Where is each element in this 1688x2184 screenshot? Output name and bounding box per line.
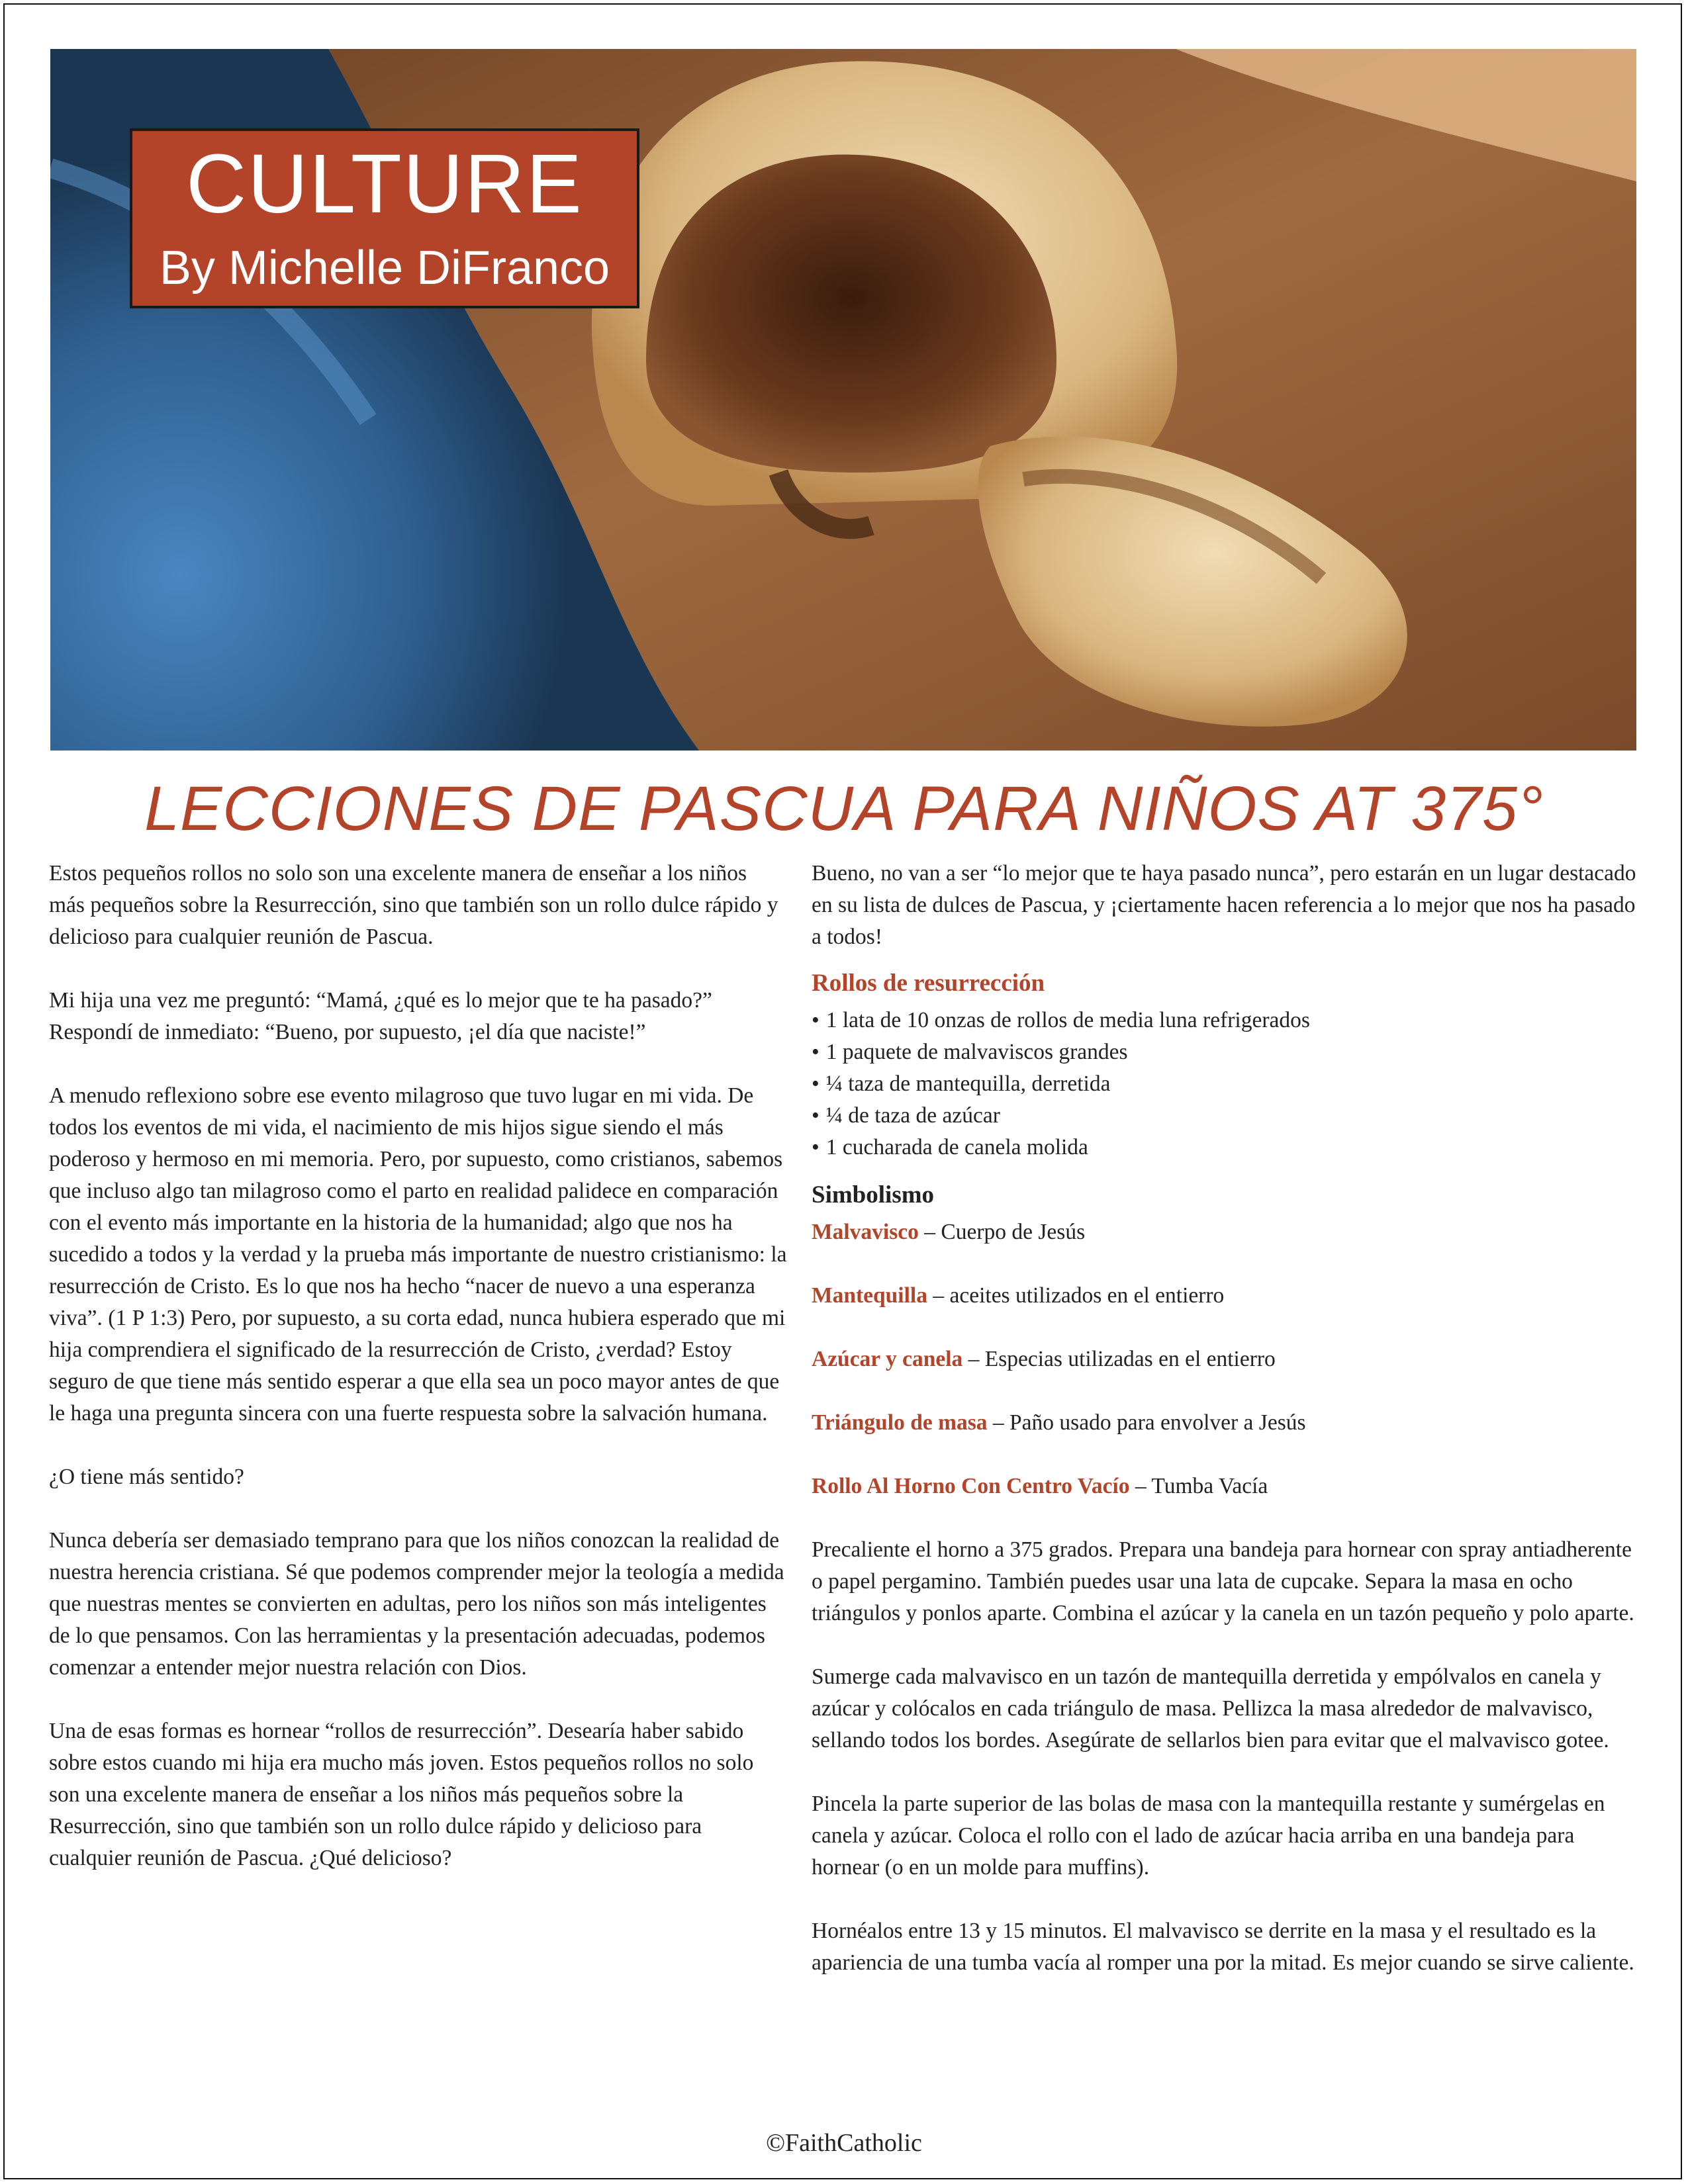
- symbolism-title: Simbolismo: [812, 1181, 935, 1208]
- symbolism-term: Mantequilla: [812, 1283, 927, 1308]
- paragraph: Mi hija una vez me preguntó: “Mamá, ¿qué es lo mejor que te ha pasado?” Respondí de inmediato: “Bueno, por supuesto, ¡el día que naciste!”: [49, 988, 712, 1044]
- symbolism-term: Azúcar y canela: [812, 1347, 963, 1371]
- ingredient-item: • ¼ de taza de azúcar: [812, 1100, 1639, 1132]
- instruction-paragraph: Precaliente el horno a 375 grados. Prepara una bandeja para hornear con spray antiadherente o papel pergamino. También puedes usar una lata de cupcake. Separa la masa en ocho triángulos y ponlos aparte. Combina el azúcar y la canela en un tazón pequeño y polo aparte.: [812, 1537, 1634, 1625]
- hero-photo: [50, 49, 1636, 751]
- instruction-paragraph: Hornéalos entre 13 y 15 minutos. El malvavisco se derrite en la masa y el resultado es la apariencia de una tumba vacía al romper una por la mitad. Es mejor cuando se sirve caliente.: [812, 1919, 1634, 1975]
- section-badge: [130, 128, 639, 308]
- ingredient-item: • 1 paquete de malvaviscos grandes: [812, 1036, 1639, 1068]
- ingredients-list: [812, 1005, 1639, 1163]
- symbolism-meaning: – Especias utilizadas en el entierro: [962, 1347, 1276, 1371]
- paragraph: Estos pequeños rollos no solo son una excelente manera de enseñar a los niños más pequeños sobre la Resurrección, sino que también son un rollo dulce rápido y delicioso para cualquier reunión de Pascua.: [49, 861, 778, 949]
- ingredient-item: • 1 lata de 10 onzas de rollos de media luna refrigerados: [812, 1005, 1639, 1036]
- symbolism-meaning: – Tumba Vacía: [1129, 1474, 1268, 1498]
- symbolism-term: Rollo Al Horno Con Centro Vacío: [812, 1474, 1130, 1498]
- symbolism-item: [812, 1407, 1639, 1439]
- ingredient-item: • 1 cucharada de canela molida: [812, 1132, 1639, 1163]
- paragraph: A menudo reflexiono sobre ese evento milagroso que tuvo lugar en mi vida. De todos los eventos de mi vida, el nacimiento de mis hijos sigue siendo el más poderoso y hermoso en mi memoria. Pero, por supuesto, como cristianos, sabemos que incluso algo tan milagroso como el parto en realidad palidece en comparación con el evento más importante en la historia de la humanidad; algo que nos ha sucedido a todos y la verdad y la prueba más importante de nuestro cristianismo: la resurrección de Cristo. Es lo que nos ha hecho “nacer de nuevo a una esperanza viva”. (1 P 1:3) Pero, por supuesto, a su corta edad, nunca hubiera esperado que mi hija comprendiera el significado de la resurrección de Cristo, ¿verdad? Estoy seguro de que tiene más sentido esperar a que ella sea un poco mayor antes de que le haga una pregunta sincera con una fuerte respuesta sobre la salvación humana.: [49, 1083, 787, 1426]
- paragraph: Nunca debería ser demasiado temprano para que los niños conozcan la realidad de nuestra herencia cristiana. Sé que podemos comprender mejor la teología a medida que nuestras mentes se convierten en adultas, pero los niños son más inteligentes de lo que pensamos. Con las herramientas y la presentación adecuadas, podemos comenzar a entender mejor nuestra relación con Dios.: [49, 1528, 784, 1680]
- left-column: [49, 858, 787, 1906]
- symbolism-meaning: – Paño usado para envolver a Jesús: [987, 1410, 1306, 1435]
- recipe-title: Rollos de resurrección: [812, 970, 1045, 997]
- symbolism-meaning: – aceites utilizados en el entierro: [927, 1283, 1225, 1308]
- symbolism-item: [812, 1280, 1639, 1312]
- ingredient-item: • ¼ taza de mantequilla, derretida: [812, 1068, 1639, 1100]
- symbolism-item: [812, 1471, 1639, 1502]
- right-column: [812, 858, 1639, 2011]
- symbolism-item: [812, 1343, 1639, 1375]
- symbolism-meaning: – Cuerpo de Jesús: [918, 1220, 1086, 1244]
- section-kicker: CULTURE: [186, 137, 583, 230]
- instruction-paragraph: Sumerge cada malvavisco en un tazón de mantequilla derretida y empólvalos en canela y azúcar y colócalos en cada triángulo de masa. Pellizca la masa alrededor de malvavisco, sellando todos los bordes. Asegúrate de sellarlos bien para evitar que el malvavisco gotee.: [812, 1664, 1609, 1752]
- instruction-paragraph: Pincela la parte superior de las bolas de masa con la mantequilla restante y sumérgelas en canela y azúcar. Coloca el rollo con el lado de azúcar hacia arriba en una bandeja para hornear (o en un molde para muffins).: [812, 1792, 1605, 1880]
- paragraph: ¿O tiene más sentido?: [49, 1465, 244, 1489]
- symbolism-term: Triángulo de masa: [812, 1410, 988, 1435]
- paragraph: Una de esas formas es hornear “rollos de resurrección”. Desearía haber sabido sobre estos cuando mi hija era mucho más joven. Estos pequeños rollos no solo son una excelente manera de enseñar a los niños más pequeños sobre la Resurrección, sino que también son un rollo dulce rápido y delicioso para cualquier reunión de Pascua. ¿Qué delicioso?: [49, 1719, 754, 1870]
- symbolism-term: Malvavisco: [812, 1220, 919, 1244]
- author-byline: By Michelle DiFranco: [159, 242, 610, 295]
- article-headline: LECCIONES DE PASCUA PARA NIÑOS AT 375°: [144, 774, 1544, 844]
- copyright-footer: ©FaithCatholic: [766, 2129, 922, 2157]
- intro-paragraph: Bueno, no van a ser “lo mejor que te haya pasado nunca”, pero estarán en un lugar destacado en su lista de dulces de Pascua, y ¡ciertamente hacen referencia a lo mejor que nos ha pasado a todos!: [812, 861, 1636, 949]
- symbolism-item: [812, 1216, 1639, 1248]
